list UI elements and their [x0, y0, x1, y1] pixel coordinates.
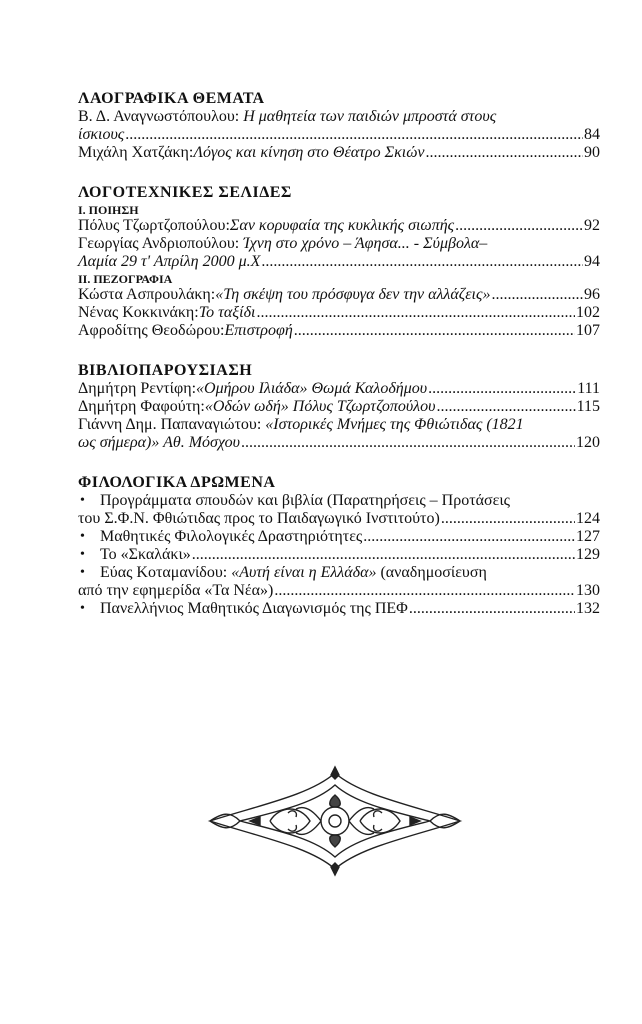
toc-entry [78, 304, 600, 322]
subsection-heading: ΙΙ. ΠΕΖΟΓΡΑΦΙΑ [78, 272, 173, 286]
section-heading: ΦΙΛΟΛΟΓΙΚΑ ΔΡΩΜΕΝΑ [78, 474, 276, 491]
section-vivlioparousiasi [78, 362, 600, 452]
entry-title: Επιστροφή [224, 322, 293, 339]
page-number: 127 [576, 528, 600, 545]
page-number: 84 [584, 126, 600, 143]
section-heading: ΛΑΟΓΡΑΦΙΚΑ ΘΕΜΑΤΑ [78, 90, 265, 107]
entry-title: «Ομήρου Ιλιάδα» Θωμά Καλοδήμου [196, 380, 428, 397]
entry-author: Νένας Κοκκινάκη: [78, 304, 199, 321]
toc-entry [78, 380, 600, 398]
entry-text: • Πανελλήνιος Μαθητικός Διαγωνισμός της ΠΕΦ [100, 600, 408, 617]
toc-entry [78, 322, 600, 340]
page-number: 107 [576, 322, 600, 339]
section-logotexnikes [78, 184, 600, 340]
entry-title: «Ιστορικές Μνήμες της Φθιώτιδας (1821 [265, 416, 524, 433]
leader-dots [256, 304, 575, 322]
leader-dots [192, 546, 575, 564]
leader-dots [294, 322, 575, 340]
subsection-heading: Ι. ΠΟΙΗΣΗ [78, 203, 139, 217]
leader-dots [455, 217, 583, 235]
entry-author: Β. Δ. Αναγνωστόπουλου: [78, 108, 244, 125]
leader-dots [425, 144, 583, 162]
page-number: 115 [576, 398, 600, 415]
entry-author: Γεωργίας Ανδριοπούλου: [78, 235, 244, 252]
section-heading: ΛΟΓΟΤΕΧΝΙΚΕΣ ΣΕΛΙΔΕΣ [78, 184, 292, 201]
leader-dots [441, 510, 575, 528]
page-number: 102 [576, 304, 600, 321]
table-of-contents [78, 90, 600, 640]
entry-title: Η μαθητεία των παιδιών μπροστά στους [243, 108, 497, 125]
toc-entry [78, 416, 600, 452]
section-laografika [78, 90, 600, 162]
leader-dots [274, 582, 575, 600]
entry-title: Λόγος και κίνηση στο Θέατρο Σκιών [193, 144, 425, 161]
page-number: 92 [584, 217, 600, 234]
leader-dots [363, 528, 575, 546]
toc-entry [78, 108, 600, 144]
page-number: 124 [576, 510, 600, 527]
bullet-entry [78, 492, 600, 528]
toc-entry [78, 217, 600, 235]
leader-dots [261, 253, 583, 271]
toc-entry [78, 144, 600, 162]
entry-author: Πόλυς Τζωρτζοπούλου: [78, 217, 230, 234]
bullet-entry [78, 528, 600, 546]
page-number: 132 [576, 600, 600, 617]
page-number: 96 [584, 286, 600, 303]
entry-title: «Τη σκέψη του πρόσφυγα δεν την αλλάζεις» [215, 286, 491, 303]
page-number: 90 [584, 144, 600, 161]
entry-text-cont: από την εφημερίδα «Τα Νέα») [78, 582, 274, 599]
page-number: 120 [576, 434, 600, 451]
entry-title-cont: Λαμία 29 τ' Απρίλη 2000 μ.Χ [78, 253, 261, 270]
leader-dots [436, 398, 575, 416]
entry-author: Γιάννη Δημ. Παπαναγιώτου: [78, 416, 266, 433]
leader-dots [409, 600, 575, 618]
entry-text: • Προγράμματα σπουδών και βιβλία (Παρατηρήσεις – Προτάσεις [100, 492, 510, 509]
leader-dots [125, 126, 583, 144]
entry-title: Το ταξίδι [198, 304, 256, 321]
entry-title-cont: ως σήμερα)» Αθ. Μόσχου [78, 434, 240, 451]
page-number: 130 [576, 582, 600, 599]
section-heading: ΒΙΒΛΙΟΠΑΡΟΥΣΙΑΣΗ [78, 362, 253, 379]
entry-title: Ίχνη στο χρόνο – Άφησα... - Σύμβολα– [243, 235, 488, 252]
entry-author: Αφροδίτης Θεοδώρου: [78, 322, 225, 339]
entry-text: • Το «Σκαλάκι» [100, 546, 191, 563]
leader-dots [241, 434, 575, 452]
ornament-icon [200, 765, 470, 877]
page-number: 94 [584, 253, 600, 270]
entry-title: «Οδών ωδή» Πόλυς Τζωρτζοπούλου [204, 398, 436, 415]
entry-text: • Μαθητικές Φιλολογικές Δραστηριότητες [100, 528, 363, 545]
entry-author: Εύας Κοταμανίδου: [100, 564, 232, 581]
entry-author: Δημήτρη Ρεντίφη: [78, 380, 197, 397]
page-number: 129 [576, 546, 600, 563]
toc-entry [78, 398, 600, 416]
page-number: 111 [577, 380, 600, 397]
entry-author: Μιχάλη Χατζάκη: [78, 144, 194, 161]
toc-entry [78, 235, 600, 271]
entry-title-cont: ίσκιους [78, 126, 125, 143]
entry-author: Κώστα Ασπρουλάκη: [78, 286, 216, 303]
bullet-entry [78, 546, 600, 564]
entry-title: Σαν κορυφαία της κυκλικής σιωπής [229, 217, 455, 234]
section-filologika [78, 474, 600, 618]
entry-author: Δημήτρη Φαφούτη: [78, 398, 205, 415]
leader-dots [428, 380, 576, 398]
bullet-entry [78, 600, 600, 618]
leader-dots [491, 286, 583, 304]
entry-text-cont: του Σ.Φ.Ν. Φθιώτιδας προς το Παιδαγωγικό Ινστιτούτο) [78, 510, 440, 527]
toc-entry [78, 286, 600, 304]
entry-note: (αναδημοσίευση [376, 564, 487, 581]
bullet-entry [78, 564, 600, 600]
entry-title: «Αυτή είναι η Ελλάδα» [231, 564, 377, 581]
